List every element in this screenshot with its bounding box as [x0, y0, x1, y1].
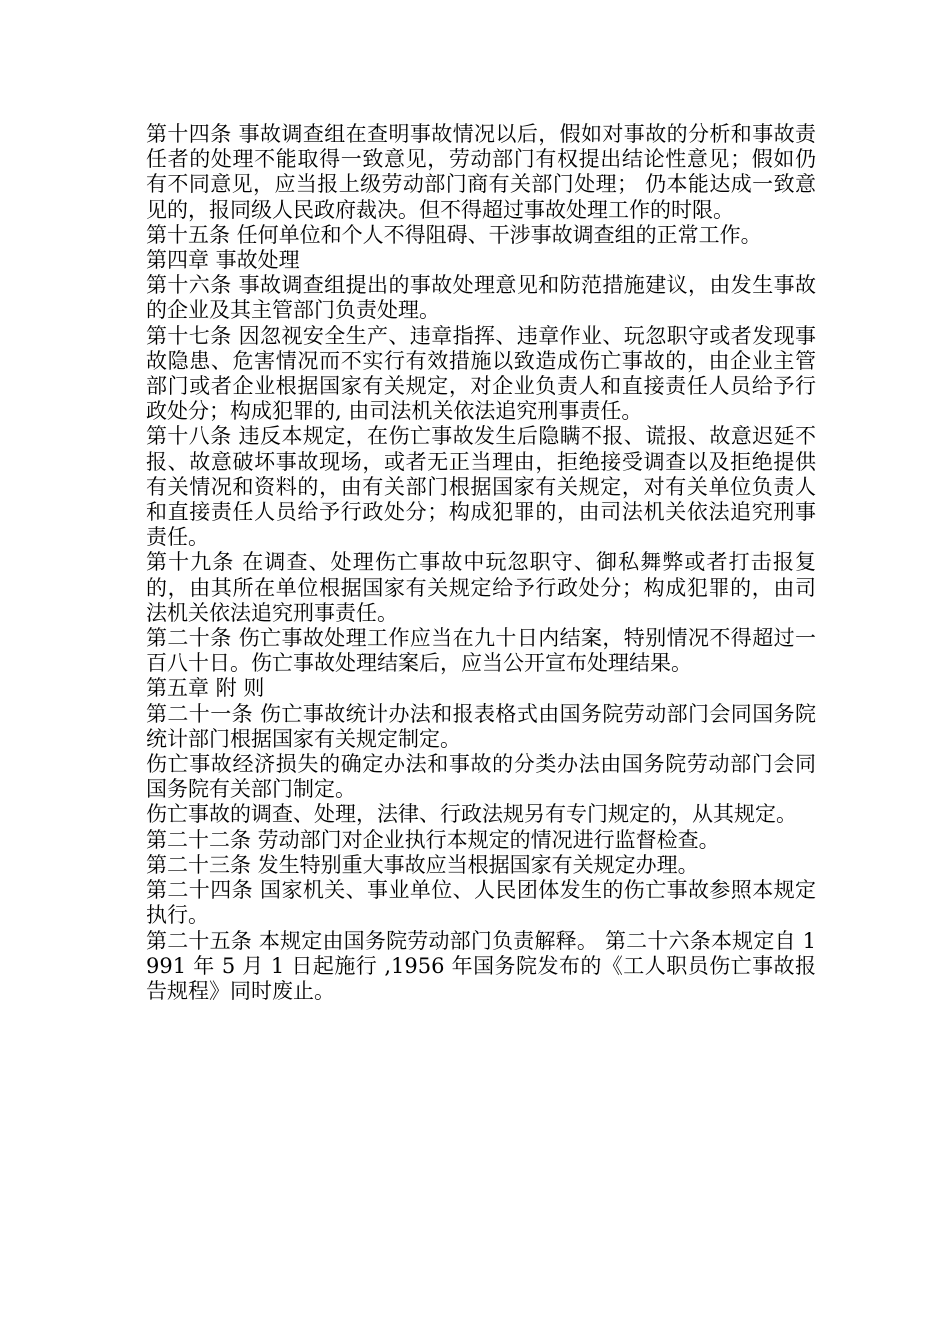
article-20-paragraph: 第二十条 伤亡事故处理工作应当在九十日内结案，特别情况不得超过一百八十日。伤亡事故处理结案后，应当公开宣布处理结果。	[146, 626, 816, 676]
article-17-paragraph: 第十七条 因忽视安全生产、违章指挥、违章作业、玩忽职守或者发现事故隐患、危害情况而不实行有效措施以致造成伤亡事故的，由企业主管部门或者企业根据国家有关规定，对企业负责人和直接责任人员给予行政处分；构成犯罪的, 由司法机关依法追究刑事责任。	[146, 323, 816, 424]
article-23-paragraph: 第二十三条 发生特别重大事故应当根据国家有关规定办理。	[146, 852, 699, 877]
article-24-paragraph: 第二十四条 国家机关、事业单位、人民团体发生的伤亡事故参照本规定执行。	[146, 878, 816, 928]
article-21-paragraph: 第二十一条 伤亡事故统计办法和报表格式由国务院劳动部门会同国务院统计部门根据国家有关规定制定。	[146, 701, 816, 751]
article-21-clause-2: 伤亡事故经济损失的确定办法和事故的分类办法由国务院劳动部门会同国务院有关部门制定。	[146, 752, 816, 802]
article-18-paragraph: 第十八条 违反本规定，在伤亡事故发生后隐瞒不报、谎报、故意迟延不报、故意破坏事故现场，或者无正当理由，拒绝接受调查以及拒绝提供有关情况和资料的，由有关部门根据国家有关规定，对有关单位负责人和直接责任人员给予行政处分；构成犯罪的，由司法机关依法追究刑事责任。	[146, 424, 816, 550]
chapter-5-heading: 第五章 附 则	[146, 676, 265, 701]
article-15-paragraph: 第十五条 任何单位和个人不得阻碍、干涉事故调查组的正常工作。	[146, 222, 762, 247]
article-19-paragraph: 第十九条 在调查、处理伤亡事故中玩忽职守、御私舞弊或者打击报复的，由其所在单位根据国家有关规定给予行政处分；构成犯罪的，由司法机关依法追究刑事责任。	[146, 550, 816, 625]
article-25-26-paragraph: 第二十五条 本规定由国务院劳动部门负责解释。 第二十六条本规定自 1991 年 5 月 1 日起施行 ,1956 年国务院发布的《工人职员伤亡事故报告规程》同时废止。	[146, 928, 816, 1003]
article-21-clause-3: 伤亡事故的调查、处理，法律、行政法规另有专门规定的，从其规定。	[146, 802, 797, 827]
chapter-4-heading: 第四章 事故处理	[146, 248, 300, 273]
article-22-paragraph: 第二十二条 劳动部门对企业执行本规定的情况进行监督检查。	[146, 827, 720, 852]
article-14-paragraph: 第十四条 事故调查组在查明事故情况以后，假如对事故的分析和事故责任者的处理不能取得一致意见，劳动部门有权提出结论性意见；假如仍有不同意见，应当报上级劳动部门商有关部门处理； 仍本能达成一致意见的，报同级人民政府裁决。但不得超过事故处理工作的时限。	[146, 122, 816, 222]
document-body	[146, 122, 816, 1004]
article-16-paragraph: 第十六条 事故调查组提出的事故处理意见和防范措施建议，由发生事故的企业及其主管部门负责处理。	[146, 273, 816, 323]
